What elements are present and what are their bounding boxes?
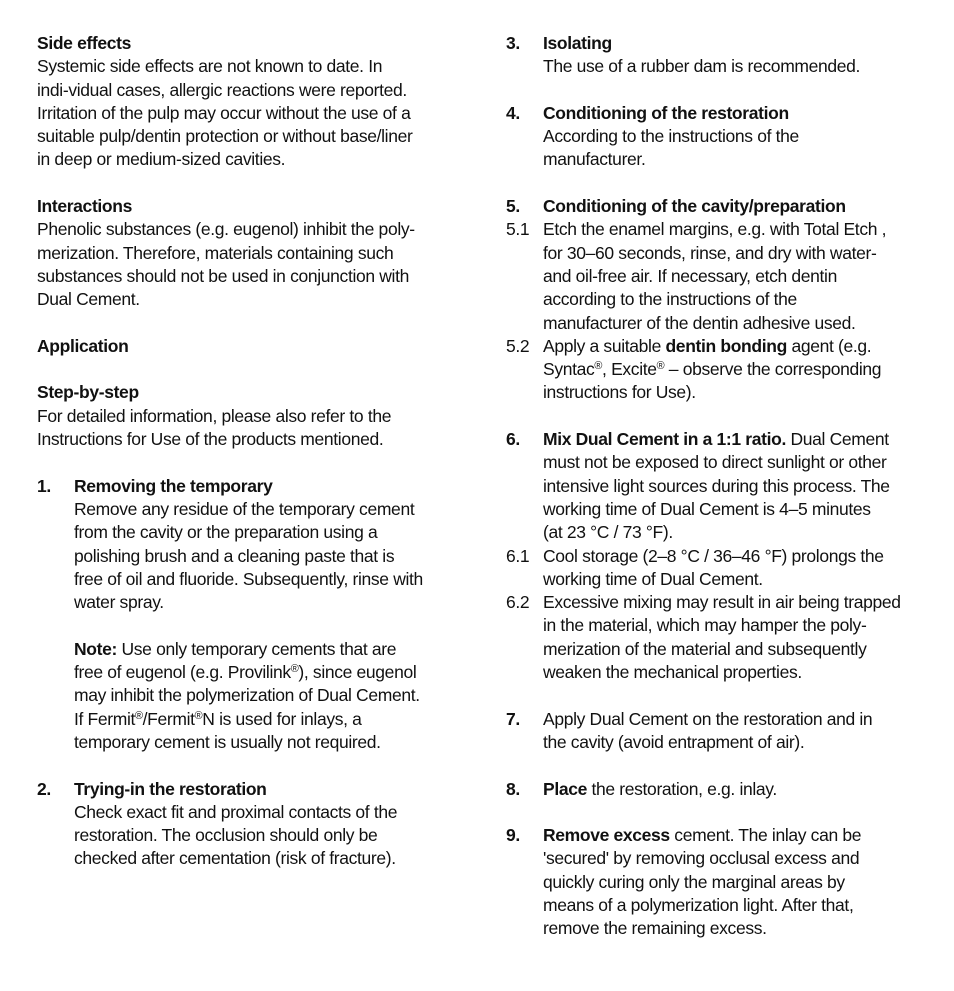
step-text <box>543 778 926 801</box>
text-run: – observe the corresponding <box>664 359 882 380</box>
text-line: in the material, which may hamper the poly- <box>543 615 867 636</box>
step-title: Isolating <box>543 33 612 53</box>
text-line: water spray. <box>74 592 164 613</box>
step-text <box>74 801 457 871</box>
text-line <box>543 358 926 381</box>
text-line: means of a polymerization light. After that, <box>543 894 854 915</box>
step-3 <box>506 32 926 79</box>
substep-6-1 <box>506 545 926 592</box>
text-line: Apply Dual Cement on the restoration and in <box>543 708 873 729</box>
side-effects-section <box>37 32 457 172</box>
step-7 <box>506 708 926 755</box>
interactions-section <box>37 195 457 311</box>
step-by-step-section <box>37 381 457 451</box>
step-9 <box>506 824 926 940</box>
substep-number: 5.2 <box>506 335 530 356</box>
text-line <box>543 824 926 847</box>
step-text <box>543 125 926 172</box>
text-line: merization of the material and subsequently <box>543 638 867 659</box>
text-line: Etch the enamel margins, e.g. with Total Etch , <box>543 219 887 240</box>
substep-number: 6.2 <box>506 592 530 613</box>
step-number: 1. <box>37 475 51 496</box>
text-line <box>543 335 926 358</box>
text-line <box>74 661 457 684</box>
text-line: For detailed information, please also refer to the <box>37 405 392 426</box>
note-text: ), since eugenol <box>298 662 417 683</box>
text-line: Check exact fit and proximal contacts of the <box>74 801 398 822</box>
registered-mark: ® <box>290 663 299 676</box>
registered-mark: ® <box>656 360 665 373</box>
step-by-step-text <box>37 405 457 452</box>
side-effects-heading: Side effects <box>37 33 132 53</box>
text-line: may inhibit the polymerization of Dual Cement. <box>74 685 420 706</box>
text-line: in deep or medium-sized cavities. <box>37 149 286 170</box>
text-line: The use of a rubber dam is recommended. <box>543 56 861 77</box>
text-line: intensive light sources during this process. The <box>543 475 890 496</box>
step-1 <box>37 475 457 755</box>
text-run: , Excite <box>602 359 657 380</box>
step-number: 5. <box>506 196 520 217</box>
text-run: the restoration, e.g. inlay. <box>586 778 777 799</box>
text-line: merization. Therefore, materials containing such <box>37 242 394 263</box>
text-run: Syntac <box>543 359 595 380</box>
side-effects-text <box>37 55 457 171</box>
text-line: according to the instructions of the <box>543 289 797 310</box>
text-line <box>74 638 457 661</box>
right-column <box>506 32 926 941</box>
substep-5-1 <box>506 218 926 334</box>
text-line: the cavity (avoid entrapment of air). <box>543 731 805 752</box>
step-number: 7. <box>506 708 520 729</box>
text-line: temporary cement is usually not required. <box>74 731 381 752</box>
text-line: Dual Cement. <box>37 289 140 310</box>
step-title: Conditioning of the cavity/preparation <box>543 196 846 217</box>
text-line: substances should not be used in conjunction with <box>37 265 409 286</box>
step-title: Place <box>543 778 587 799</box>
text-line: must not be exposed to direct sunlight or other <box>543 452 887 473</box>
note-text: /Fermit <box>142 708 195 729</box>
text-line: quickly curing only the marginal areas by <box>543 871 845 892</box>
text-line <box>74 708 457 731</box>
registered-mark: ® <box>135 709 143 722</box>
text-line: weaken the mechanical properties. <box>543 662 802 683</box>
text-line: 'secured' by removing occlusal excess and <box>543 848 860 869</box>
step-text <box>543 708 926 755</box>
step-number: 2. <box>37 778 51 799</box>
text-line <box>543 428 926 451</box>
text-line: working time of Dual Cement is 4–5 minutes <box>543 498 871 519</box>
step-8 <box>506 778 926 801</box>
step-number: 6. <box>506 429 520 450</box>
text-run: Dual Cement <box>785 429 889 450</box>
text-line: Systemic side effects are not known to date. In <box>37 56 383 77</box>
note-text: Use only temporary cements that are <box>116 638 397 659</box>
text-line: and oil-free air. If necessary, etch dentin <box>543 265 837 286</box>
text-run: agent (e.g. <box>786 335 872 356</box>
application-heading: Application <box>37 335 129 356</box>
step-title: Remove excess <box>543 825 670 846</box>
step-number: 9. <box>506 825 520 846</box>
text-line <box>543 778 926 801</box>
substep-number: 5.1 <box>506 219 530 240</box>
step-by-step-heading: Step-by-step <box>37 382 139 403</box>
step-text <box>543 428 926 544</box>
left-column <box>37 32 457 871</box>
text-line: Phenolic substances (e.g. eugenol) inhibit the poly- <box>37 219 415 240</box>
note-text: free of eugenol (e.g. Provilink <box>74 662 291 683</box>
step-text <box>543 591 926 684</box>
text-line: (at 23 °C / 73 °F). <box>543 522 673 543</box>
text-line: from the cavity or the preparation using a <box>74 522 378 543</box>
step-text <box>74 498 457 614</box>
substep-number: 6.1 <box>506 545 530 566</box>
text-line: checked after cementation (risk of fracture). <box>74 848 396 869</box>
step-number: 8. <box>506 778 520 799</box>
step-title: Removing the temporary <box>74 475 273 496</box>
text-line: manufacturer. <box>543 149 646 170</box>
text-line: free of oil and fluoride. Subsequently, rinse with <box>74 568 423 589</box>
step-note <box>74 638 457 754</box>
text-line: for 30–60 seconds, rinse, and dry with water- <box>543 242 877 263</box>
text-line: Instructions for Use of the products mentioned. <box>37 429 384 450</box>
step-6 <box>506 428 926 684</box>
text-run: cement. The inlay can be <box>669 825 862 846</box>
step-text <box>543 55 926 78</box>
text-run-bold: dentin bonding <box>665 335 787 356</box>
step-text <box>543 335 926 405</box>
text-line: Cool storage (2–8 °C / 36–46 °F) prolongs the <box>543 545 884 566</box>
interactions-heading: Interactions <box>37 196 132 217</box>
note-text: If Fermit <box>74 708 136 729</box>
text-line: Remove any residue of the temporary cement <box>74 498 415 519</box>
substep-6-2 <box>506 591 926 684</box>
note-text: N is used for inlays, a <box>202 708 362 729</box>
step-title: Mix Dual Cement in a 1:1 ratio. <box>543 429 786 450</box>
step-number: 3. <box>506 33 520 53</box>
step-5 <box>506 195 926 405</box>
registered-mark: ® <box>594 360 603 373</box>
text-line: restoration. The occlusion should only be <box>74 825 378 846</box>
text-line: working time of Dual Cement. <box>543 568 763 589</box>
text-line: polishing brush and a cleaning paste that is <box>74 545 395 566</box>
text-line: Excessive mixing may result in air being trapped <box>543 592 901 613</box>
text-line: indi-vidual cases, allergic reactions were reported. <box>37 79 407 100</box>
text-run: Apply a suitable <box>543 335 666 356</box>
text-line: remove the remaining excess. <box>543 918 767 939</box>
step-text <box>543 824 926 940</box>
step-4 <box>506 102 926 172</box>
step-text <box>543 218 926 334</box>
step-2 <box>37 778 457 871</box>
interactions-text <box>37 218 457 311</box>
text-line: instructions for Use). <box>543 382 696 403</box>
text-line: Irritation of the pulp may occur without the use of a <box>37 102 411 123</box>
step-number: 4. <box>506 102 520 123</box>
note-label: Note: <box>74 638 117 659</box>
step-title: Conditioning of the restoration <box>543 102 789 123</box>
registered-mark: ® <box>194 709 203 722</box>
text-line: manufacturer of the dentin adhesive used. <box>543 312 856 333</box>
step-text <box>543 545 926 592</box>
substep-5-2 <box>506 335 926 405</box>
text-line: suitable pulp/dentin protection or without base/liner <box>37 126 413 147</box>
text-line: According to the instructions of the <box>543 126 799 147</box>
step-title: Trying-in the restoration <box>74 778 267 799</box>
